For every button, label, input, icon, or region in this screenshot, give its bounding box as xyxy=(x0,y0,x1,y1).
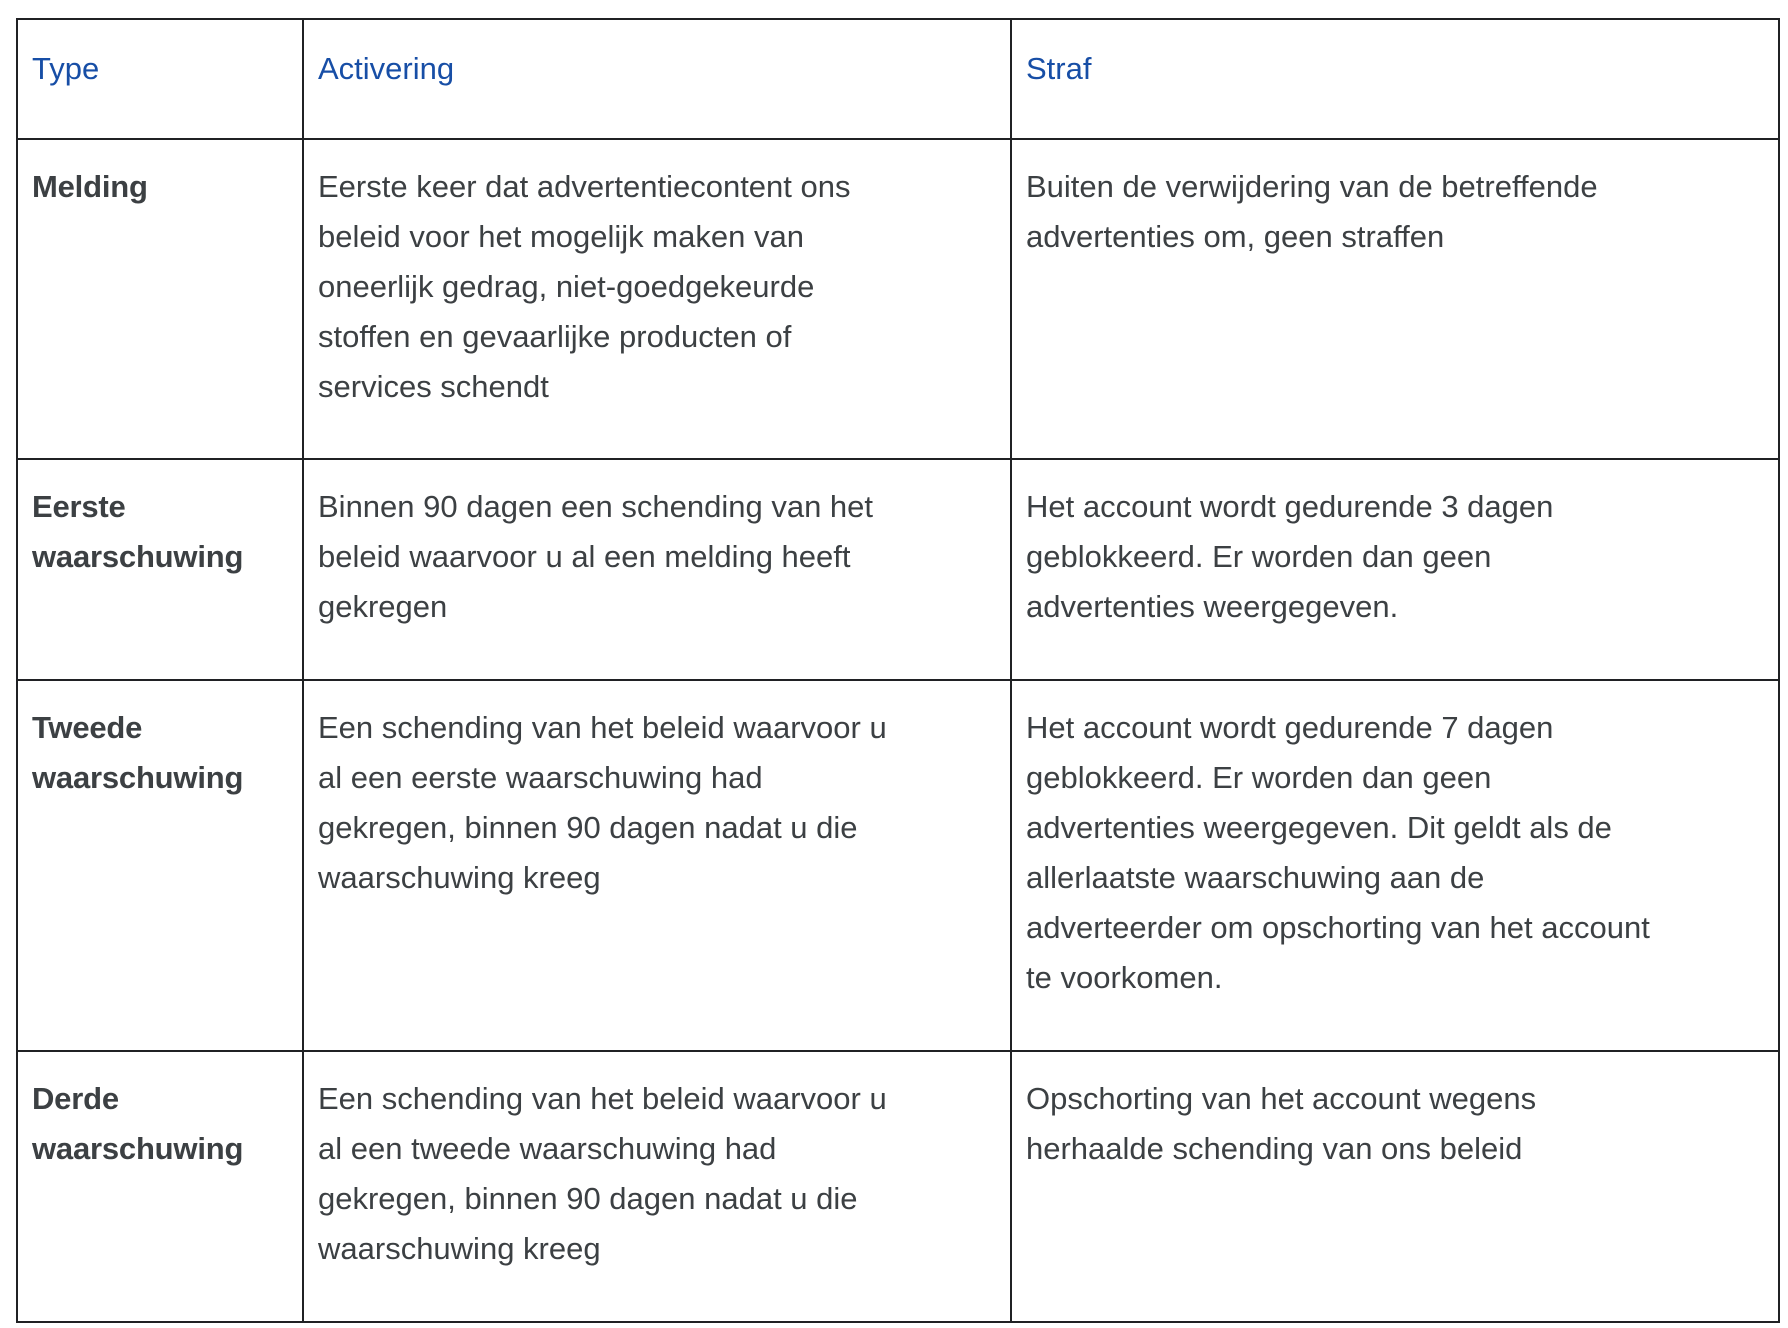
activation-line: waarschuwing kreeg xyxy=(318,860,601,895)
type-label: waarschuwing xyxy=(32,1131,244,1166)
cell-type xyxy=(17,459,303,680)
header-row xyxy=(17,19,1779,139)
penalty-line: adverteerder om opschorting van het account xyxy=(1026,910,1650,945)
penalty-line: Buiten de verwijdering van de betreffende xyxy=(1026,169,1598,204)
activation-line: Een schending van het beleid waarvoor u xyxy=(318,1081,887,1116)
cell-type xyxy=(17,680,303,1051)
strike-policy-table xyxy=(16,18,1780,1323)
table-body xyxy=(17,139,1779,1322)
penalty-line: geblokkeerd. Er worden dan geen xyxy=(1026,760,1492,795)
activation-line: services schendt xyxy=(318,369,549,404)
cell-penalty xyxy=(1011,459,1779,680)
type-label: Eerste xyxy=(32,489,126,524)
penalty-line: Opschorting van het account wegens xyxy=(1026,1081,1537,1116)
activation-line: beleid voor het mogelijk maken van xyxy=(318,219,804,254)
penalty-line: Het account wordt gedurende 7 dagen xyxy=(1026,710,1554,745)
activation-line: Binnen 90 dagen een schending van het xyxy=(318,489,874,524)
activation-line: oneerlijk gedrag, niet-goedgekeurde xyxy=(318,269,815,304)
activation-line: al een tweede waarschuwing had xyxy=(318,1131,777,1166)
cell-activation xyxy=(303,1051,1011,1322)
activation-line: gekregen, binnen 90 dagen nadat u die xyxy=(318,1181,858,1216)
penalty-line: Het account wordt gedurende 3 dagen xyxy=(1026,489,1554,524)
penalty-line: allerlaatste waarschuwing aan de xyxy=(1026,860,1485,895)
penalty-line: geblokkeerd. Er worden dan geen xyxy=(1026,539,1492,574)
cell-activation xyxy=(303,139,1011,459)
header-activation: Activering xyxy=(303,19,1011,139)
penalty-line: advertenties weergegeven. xyxy=(1026,589,1399,624)
penalty-line: advertenties om, geen straffen xyxy=(1026,219,1445,254)
activation-line: beleid waarvoor u al een melding heeft xyxy=(318,539,851,574)
penalty-line: advertenties weergegeven. Dit geldt als de xyxy=(1026,810,1612,845)
cell-penalty xyxy=(1011,139,1779,459)
penalty-line: te voorkomen. xyxy=(1026,960,1223,995)
table-row-derde-waarschuwing xyxy=(17,1051,1779,1322)
table-row-melding xyxy=(17,139,1779,459)
header-type: Type xyxy=(17,19,303,139)
cell-activation xyxy=(303,459,1011,680)
type-label: waarschuwing xyxy=(32,760,244,795)
cell-type xyxy=(17,139,303,459)
cell-penalty xyxy=(1011,680,1779,1051)
type-label: Tweede xyxy=(32,710,143,745)
activation-line: stoffen en gevaarlijke producten of xyxy=(318,319,792,354)
cell-penalty xyxy=(1011,1051,1779,1322)
activation-line: waarschuwing kreeg xyxy=(318,1231,601,1266)
type-label: Melding xyxy=(32,169,148,204)
table-row-eerste-waarschuwing xyxy=(17,459,1779,680)
activation-line: Eerste keer dat advertentiecontent ons xyxy=(318,169,851,204)
table-row-tweede-waarschuwing xyxy=(17,680,1779,1051)
activation-line: Een schending van het beleid waarvoor u xyxy=(318,710,887,745)
table-header xyxy=(17,19,1779,139)
penalty-line: herhaalde schending van ons beleid xyxy=(1026,1131,1523,1166)
activation-line: al een eerste waarschuwing had xyxy=(318,760,763,795)
type-label: waarschuwing xyxy=(32,539,244,574)
cell-activation xyxy=(303,680,1011,1051)
type-label: Derde xyxy=(32,1081,119,1116)
header-penalty: Straf xyxy=(1011,19,1779,139)
cell-type xyxy=(17,1051,303,1322)
activation-line: gekregen, binnen 90 dagen nadat u die xyxy=(318,810,858,845)
activation-line: gekregen xyxy=(318,589,448,624)
